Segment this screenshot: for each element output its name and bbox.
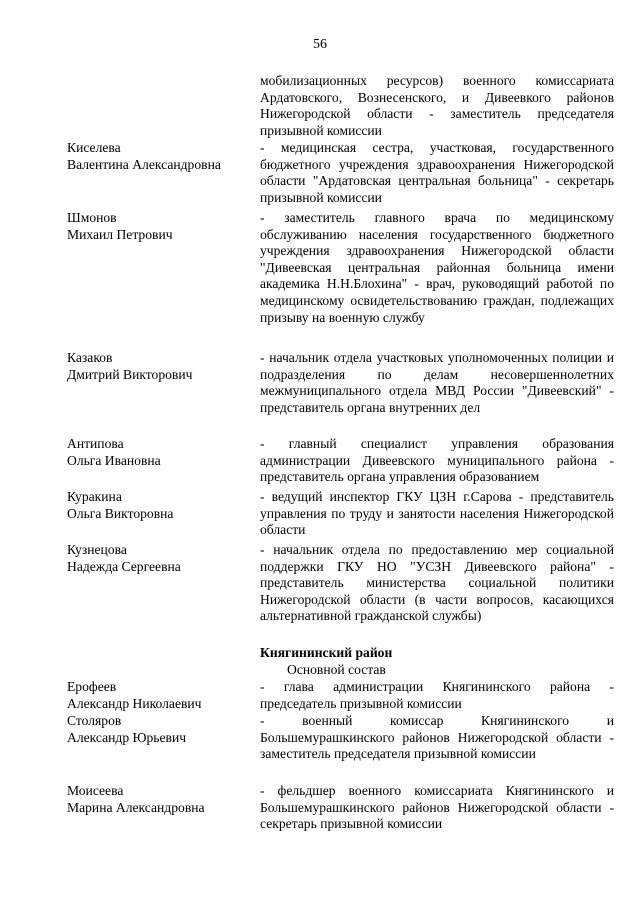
entry-name — [67, 679, 255, 712]
page-number: 56 — [313, 37, 327, 52]
entry-name — [67, 436, 255, 469]
entry-role: - главный специалист управления образования администрации Дивеевского муниципального района - представитель органа управления образованием — [260, 436, 614, 485]
entry-name — [67, 350, 255, 383]
entry-role: - военный комиссар Княгининского и Большемурашкинского районов Нижегородской области - заместитель председателя призывной комиссии — [260, 713, 614, 762]
section-subtitle: Основной состав — [287, 662, 386, 677]
surname: Киселева — [67, 140, 121, 155]
entry-name — [67, 783, 255, 816]
entry-role: мобилизационных ресурсов) военного комиссариата Ардатовского, Вознесенского, и Дивеевкого районов Нижегородской области - заместитель председателя призывной комиссии — [260, 73, 614, 138]
section-title: Княгининский район — [260, 645, 393, 660]
entry-role: - медицинская сестра, участковая, государственного бюджетного учреждения здравоохранения Нижегородской области "Ардатовская центральная больница" - секретарь призывной комиссии — [260, 140, 614, 205]
entry-name — [67, 542, 255, 575]
surname: Антипова — [67, 436, 124, 451]
entry-name — [67, 489, 255, 522]
surname: Куракина — [67, 489, 122, 504]
given-names: Ольга Ивановна — [67, 452, 161, 468]
surname: Кузнецова — [67, 542, 127, 557]
entry-role: - начальник отдела по предоставлению мер социальной поддержки ГКУ НО "УСЗН Дивеевского района" - представитель министерства социальной политики Нижегородской области (в части вопросов, касающихся альтернативной гражданской службы) — [260, 542, 614, 624]
given-names: Дмитрий Викторович — [67, 366, 193, 382]
given-names: Александр Юрьевич — [67, 729, 187, 745]
surname: Шмонов — [67, 210, 117, 225]
surname: Моисеева — [67, 783, 124, 798]
entry-name — [67, 140, 255, 173]
surname: Ерофеев — [67, 679, 117, 694]
entry-role: - фельдшер военного комиссариата Княгининского и Большемурашкинского районов Нижегородской области - секретарь призывной комиссии — [260, 783, 614, 832]
given-names: Александр Николаевич — [67, 695, 202, 711]
given-names: Ольга Викторовна — [67, 505, 174, 521]
entry-name — [67, 210, 255, 243]
given-names: Михаил Петрович — [67, 226, 173, 242]
entry-role: - глава администрации Княгининского района - председатель призывной комиссии — [260, 679, 614, 711]
entry-role: - начальник отдела участковых уполномоченных полиции и подразделения по делам несовершеннолетних межмуниципального отдела МВД России "Дивеевский" - представитель органа внутренних дел — [260, 350, 614, 415]
surname: Столяров — [67, 713, 122, 728]
entry-name — [67, 713, 255, 746]
entry-role: - заместитель главного врача по медицинскому обслуживанию населения государственного бюджетного учреждения здравоохранения Нижегородской области "Дивеевская центральная районная больница имени академика Н.Н.Блохина" - врач, руководящий работой по медицинскому освидетельствованию граждан, подлежащих призыву на военную службу — [260, 210, 614, 325]
given-names: Марина Александровна — [67, 799, 205, 815]
surname: Казаков — [67, 350, 113, 365]
given-names: Надежда Сергеевна — [67, 558, 181, 574]
given-names: Валентина Александровна — [67, 156, 221, 172]
entry-role: - ведущий инспектор ГКУ ЦЗН г.Сарова - представитель управления по труду и занятости населения Нижегородской области — [260, 489, 614, 538]
